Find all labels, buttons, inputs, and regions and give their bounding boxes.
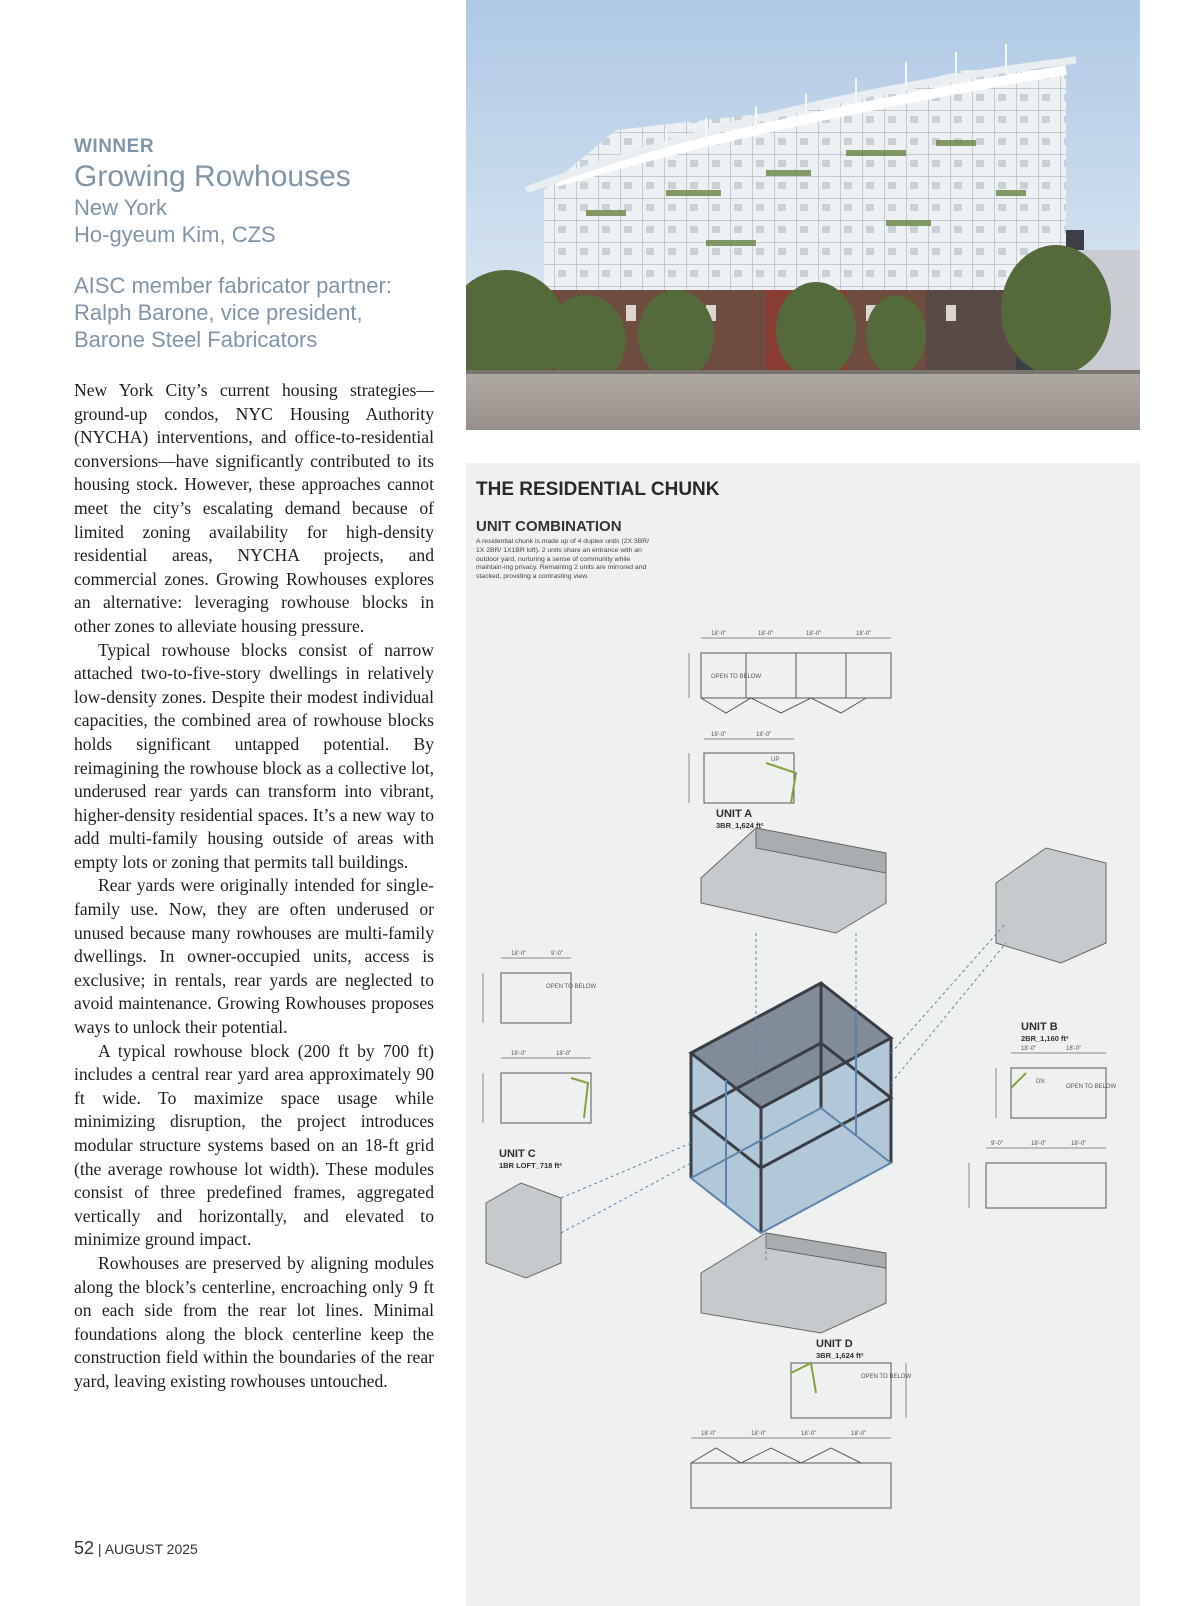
- dim-label: 18'-0": [556, 1051, 572, 1057]
- floor-plan: [986, 1163, 1106, 1208]
- unit-name: UNIT A: [716, 808, 753, 820]
- unit-d-label: [816, 1338, 864, 1362]
- dim-label: 18'-0": [701, 1431, 717, 1437]
- unit-area: 3BR_1,624 ft²: [816, 1351, 864, 1360]
- page-number: 52: [74, 1538, 95, 1558]
- issue-date: AUGUST 2025: [104, 1541, 198, 1557]
- article-column: [74, 136, 434, 1394]
- plan-note: OPEN TO BELOW: [861, 1374, 912, 1380]
- plan-note: UP: [771, 757, 780, 763]
- diagram-description: A residential chunk is made up of 4 duplex units (2X 3BR/ 1X 2BR/ 1X1BR loft). 2 units share an entrance with an outdoor yard, nurturing a sense of community while maintain-ing privacy. Remaining 2 units are mirrored and stacked, providing a contrasting view.: [476, 538, 650, 581]
- unit-c-module: [486, 1183, 561, 1278]
- floor-plan: [691, 1463, 891, 1508]
- unit-c-label: [499, 1148, 562, 1172]
- unit-name: UNIT D: [816, 1338, 853, 1350]
- body-paragraph: A typical rowhouse block (200 ft by 700 ft) includes a central rear yard area approximately 90 ft wide. To maximize space usage while minimizing disruption, the project introduces modular structure systems based on an 18-ft grid (the average rowhouse lot width). These modules consist of three predefined frames, aggregated vertically and horizontally, and elevated to minimize ground impact.: [74, 1040, 434, 1250]
- diagram-title: THE RESIDENTIAL CHUNK: [476, 479, 720, 500]
- unit-b-module: [996, 848, 1106, 963]
- body-paragraph: Rowhouses are preserved by aligning modules along the block’s centerline, encroaching only 9 ft on each side from the rear lot lines. Minimal foundations along the block centerline keep the construction field within the boundaries of the rear yard, leaving existing rowhouses untouched.: [74, 1252, 434, 1391]
- diagram-subtitle: UNIT COMBINATION: [476, 518, 622, 535]
- article-eyebrow: WINNER: [74, 136, 155, 157]
- plan-note: OPEN TO BELOW: [546, 984, 597, 990]
- unit-area: 3BR_1,624 ft²: [716, 821, 764, 830]
- plan-note: DN: [1036, 1079, 1045, 1085]
- dim-label: 18'-0": [1066, 1046, 1082, 1052]
- dim-label: 9'-0": [551, 951, 563, 957]
- plan-note: OPEN TO BELOW: [711, 674, 762, 680]
- dim-label: 18'-0": [806, 631, 822, 637]
- plan-note: OPEN TO BELOW: [1066, 1084, 1117, 1090]
- dim-label: 18'-0": [758, 631, 774, 637]
- partner-line: Barone Steel Fabricators: [74, 327, 318, 352]
- dim-label: 18'-0": [751, 1431, 767, 1437]
- fabricator-partner: [74, 272, 434, 353]
- residential-chunk-diagram: [466, 463, 1140, 1606]
- unit-name: UNIT C: [499, 1148, 536, 1160]
- dim-label: 18'-0": [711, 732, 727, 738]
- article-title: Growing Rowhouses: [74, 160, 351, 193]
- body-paragraph: New York City’s current housing strategies—ground-up condos, NYC Housing Authority (NYCHA) interventions, and office-to-residential conversions—have significantly contributed to its housing stock. However, these approaches cannot meet the city’s escalating demand because of limited zoning availability for high-density residential areas, NYCHA projects, and commercial zones. Growing Rowhouses explores an alternative: leveraging rowhouse blocks in other zones to alleviate housing pressure.: [74, 380, 434, 636]
- floor-plan: [791, 1363, 891, 1418]
- dim-label: 18'-0": [756, 732, 772, 738]
- dim-label: 18'-0": [1021, 1046, 1037, 1052]
- unit-area: 2BR_1,160 ft²: [1021, 1034, 1069, 1043]
- floor-plan: [501, 973, 571, 1023]
- unit-b-label: [1021, 1021, 1069, 1045]
- dim-label: 18'-0": [851, 1431, 867, 1437]
- page-footer: [74, 1538, 198, 1559]
- unit-area: 1BR LOFT_718 ft²: [499, 1161, 562, 1170]
- dim-label: 18'-0": [801, 1431, 817, 1437]
- article-body: [74, 379, 434, 1394]
- partner-line: AISC member fabricator partner:: [74, 273, 392, 298]
- dim-label: 18'-0": [856, 631, 872, 637]
- dim-label: 18'-0": [1071, 1141, 1087, 1147]
- dim-label: 9'-0": [991, 1141, 1003, 1147]
- floor-plan: [704, 753, 794, 803]
- article-location: New York: [74, 195, 167, 220]
- partner-line: Ralph Barone, vice president,: [74, 300, 363, 325]
- unit-name: UNIT B: [1021, 1021, 1058, 1033]
- dim-label: 18'-0": [711, 631, 727, 637]
- building-rendering: [466, 0, 1140, 430]
- footer-separator: |: [97, 1541, 102, 1557]
- dim-label: 18'-0": [1031, 1141, 1047, 1147]
- dim-label: 18'-0": [511, 951, 527, 957]
- article-author: Ho-gyeum Kim, CZS: [74, 222, 276, 247]
- dim-label: 18'-0": [511, 1051, 527, 1057]
- body-paragraph: Typical rowhouse blocks consist of narrow attached two-to-five-story dwellings in relatively low-density zones. Despite their modest individual capacities, the combined area of rowhouse blocks holds significant untapped potential. By reimagining the rowhouse block as a collective lot, underused rear yards can transform into vibrant, higher-density residential spaces. It’s a new way to add multi-family housing outside of areas with empty lots or zoning that permits tall buildings.: [74, 639, 434, 872]
- steel-frame: [691, 983, 891, 1233]
- unit-a-label: [716, 808, 764, 832]
- floor-plan: [1011, 1068, 1106, 1118]
- body-paragraph: Rear yards were originally intended for single-family use. Now, they are often underused or unused because many rowhouses are multi-family dwellings. In owner-occupied units, access is exclusive; in rentals, rear yards are neglected to avoid maintenance. Growing Rowhouses proposes ways to unlock their potential.: [74, 875, 434, 1038]
